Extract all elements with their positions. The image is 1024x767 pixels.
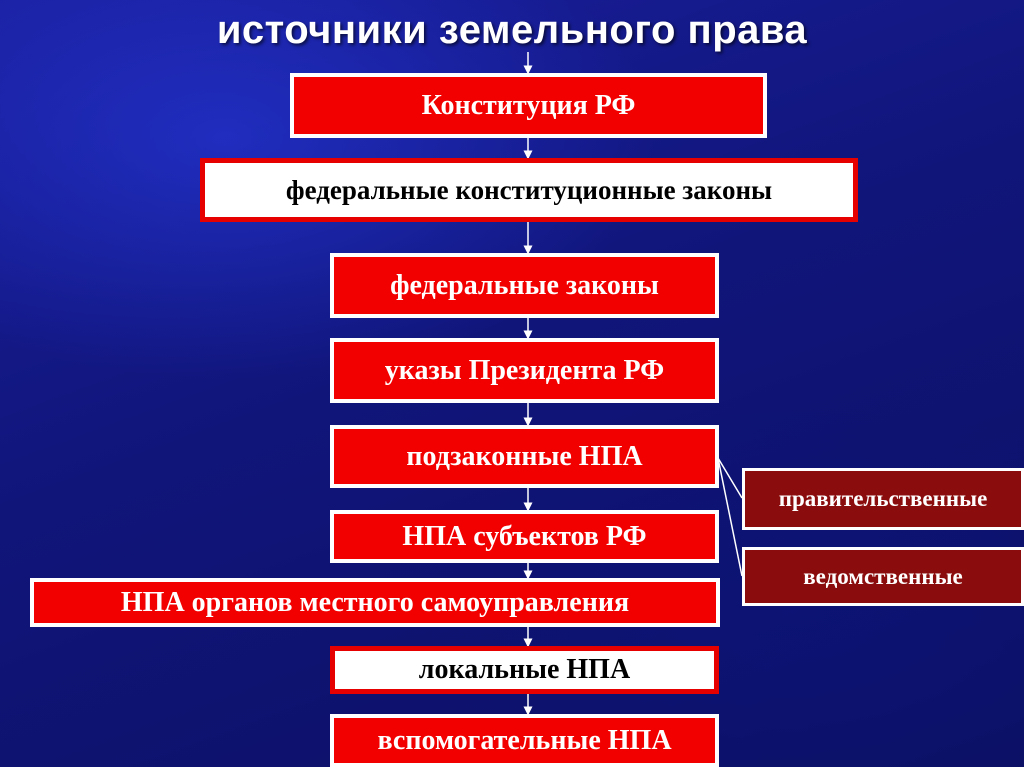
box-presidential-decrees: указы Президента РФ (330, 338, 719, 403)
page-title: источники земельного права (216, 8, 808, 52)
link-podzakonnye-to-departmental (718, 458, 742, 576)
box-subjects-acts: НПА субъектов РФ (330, 510, 719, 563)
box-constitution: Конституция РФ (290, 73, 767, 138)
box-local-government-acts: НПА органов местного самоуправления (30, 578, 720, 627)
box-federal-laws: федеральные законы (330, 253, 719, 318)
box-departmental-acts: ведомственные (742, 547, 1024, 606)
box-subordinate-acts: подзаконные НПА (330, 425, 719, 488)
box-local-acts: локальные НПА (330, 646, 719, 694)
box-auxiliary-acts: вспомогательные НПА (330, 714, 719, 767)
box-federal-constitutional-laws: федеральные конституционные законы (200, 158, 858, 222)
box-government-acts: правительственные (742, 468, 1024, 530)
